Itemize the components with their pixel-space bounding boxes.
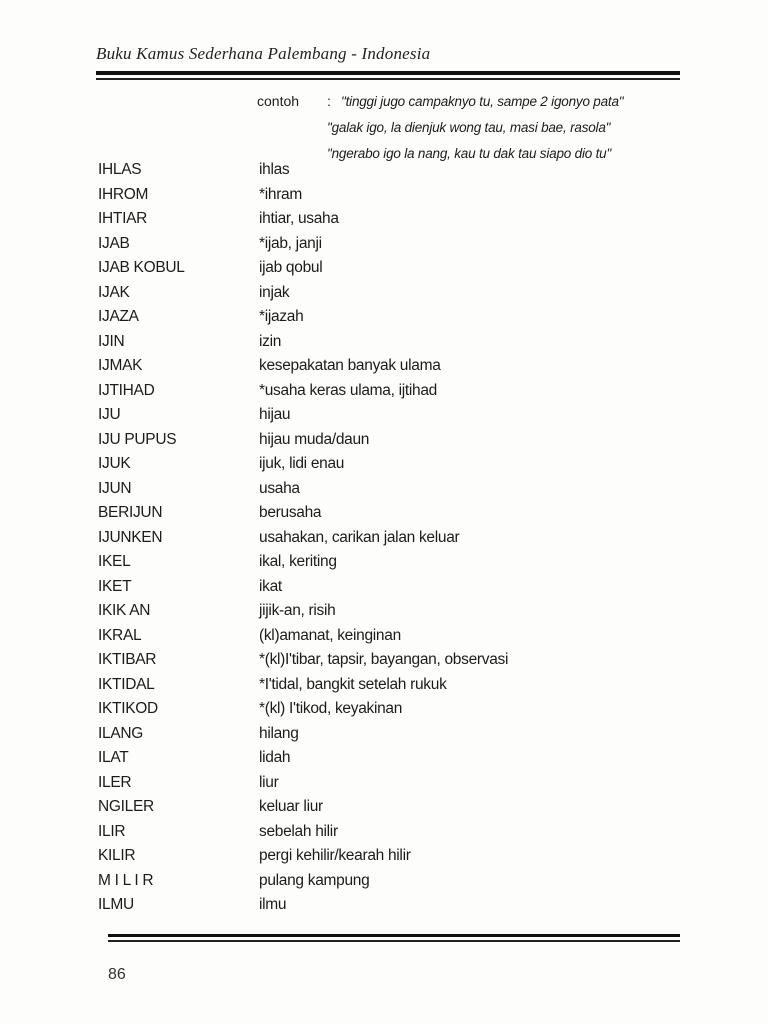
entry-meaning: ikal, keriting [259, 553, 337, 570]
dictionary-entry [98, 575, 698, 600]
entry-headword: IJU [98, 406, 121, 423]
entry-meaning: ijuk, lidi enau [259, 455, 345, 472]
entry-meaning: hilang [259, 724, 299, 742]
contoh-label: contoh [257, 93, 300, 109]
entry-meaning: ijab qobul [259, 259, 323, 276]
dictionary-entry [98, 305, 698, 330]
entry-headword: IJTIHAD [98, 381, 155, 399]
entry-headword: IJUN [98, 479, 132, 497]
dictionary-entries [98, 158, 698, 918]
entry-headword: IJUNKEN [98, 528, 163, 546]
dictionary-entry [98, 183, 698, 208]
entry-headword: IJUK [98, 455, 131, 472]
header-rule-thick [96, 71, 680, 75]
entry-meaning: lidah [259, 749, 291, 766]
entry-meaning: ilmu [259, 896, 287, 913]
entry-headword: IKTIBAR [98, 651, 157, 668]
dictionary-entry [98, 477, 698, 502]
dictionary-entry [98, 599, 698, 624]
entry-meaning: ihlas [259, 161, 290, 178]
entry-meaning: pulang kampung [259, 871, 370, 889]
entry-headword: ILER [98, 773, 132, 791]
contoh-example: "ngerabo igo la nang, kau tu dak tau siapo dio tu" [327, 146, 612, 161]
entry-meaning: ikat [259, 577, 282, 595]
dictionary-entry [98, 844, 698, 869]
entry-headword: IKEL [98, 553, 131, 570]
entry-headword: IJAB KOBUL [98, 259, 185, 276]
dictionary-entry [98, 354, 698, 379]
dictionary-entry [98, 746, 698, 771]
dictionary-entry [98, 330, 698, 355]
entry-meaning: *ijab, janji [259, 234, 322, 252]
dictionary-entry [98, 869, 698, 894]
entry-meaning: izin [259, 332, 282, 350]
entry-meaning: injak [259, 283, 290, 301]
entry-meaning: liur [259, 773, 279, 791]
entry-headword: IKRAL [98, 626, 142, 644]
entry-headword: IKIK AN [98, 602, 151, 619]
dictionary-entry [98, 771, 698, 796]
entry-headword: ILAT [98, 749, 129, 766]
entry-headword: IKTIKOD [98, 700, 158, 717]
page-header-title: Buku Kamus Sederhana Palembang - Indonesia [96, 44, 431, 63]
entry-meaning: berusaha [259, 504, 322, 521]
entry-headword: IJAZA [98, 308, 139, 325]
contoh-example: "tinggi jugo campaknyo tu, sampe 2 igonyo pata" [341, 94, 624, 109]
entry-headword: IJU PUPUS [98, 430, 177, 448]
entry-meaning: *I'tidal, bangkit setelah rukuk [259, 675, 447, 693]
dictionary-entry [98, 722, 698, 747]
entry-meaning: *(kl)I'tibar, tapsir, bayangan, observasi [259, 651, 509, 668]
entry-headword: ILMU [98, 896, 134, 913]
entry-meaning: *usaha keras ulama, ijtihad [259, 381, 438, 399]
entry-meaning: jijik-an, risih [259, 602, 336, 619]
dictionary-entry [98, 624, 698, 649]
entry-headword: ILIR [98, 822, 126, 840]
dictionary-entry [98, 820, 698, 845]
dictionary-entry [98, 648, 698, 673]
entry-meaning: sebelah hilir [259, 822, 338, 840]
entry-headword: IKTIDAL [98, 675, 155, 693]
entry-meaning: keluar liur [259, 798, 323, 815]
entry-headword: IJAB [98, 234, 130, 252]
dictionary-entry [98, 379, 698, 404]
contoh-row [257, 114, 687, 140]
dictionary-entry [98, 673, 698, 698]
dictionary-entry [98, 403, 698, 428]
page-number: 86 [108, 966, 126, 983]
entry-headword: IHLAS [98, 161, 142, 178]
contoh-block [257, 88, 687, 166]
header-rule-thin [96, 78, 680, 80]
entry-meaning: hijau muda/daun [259, 430, 370, 448]
entry-meaning: usahakan, carikan jalan keluar [259, 528, 460, 546]
entry-meaning: (kl)amanat, keinginan [259, 626, 401, 644]
entry-headword: IJIN [98, 332, 125, 350]
entry-headword: BERIJUN [98, 504, 163, 521]
contoh-row [257, 88, 687, 114]
dictionary-entry [98, 232, 698, 257]
entry-headword: IHTIAR [98, 210, 148, 227]
entry-headword: IKET [98, 577, 132, 595]
entry-headword: KILIR [98, 847, 136, 864]
dictionary-entry [98, 158, 698, 183]
dictionary-entry [98, 893, 698, 918]
entry-meaning: usaha [259, 479, 300, 497]
entry-meaning: pergi kehilir/kearah hilir [259, 847, 411, 864]
dictionary-entry [98, 207, 698, 232]
entry-meaning: ihtiar, usaha [259, 210, 339, 227]
entry-meaning: hijau [259, 406, 291, 423]
contoh-example: "galak igo, la dienjuk wong tau, masi bae, rasola" [327, 120, 611, 135]
dictionary-entry [98, 452, 698, 477]
entry-meaning: *ihram [259, 185, 302, 203]
entry-headword: IJAK [98, 283, 130, 301]
contoh-separator: : [327, 93, 331, 109]
dictionary-entry [98, 256, 698, 281]
dictionary-entry [98, 526, 698, 551]
dictionary-entry [98, 281, 698, 306]
entry-headword: IJMAK [98, 357, 143, 374]
entry-headword: M I L I R [98, 871, 154, 889]
entry-meaning: *ijazah [259, 308, 304, 325]
dictionary-entry [98, 697, 698, 722]
dictionary-entry [98, 501, 698, 526]
footer-rule-thin [108, 940, 680, 942]
footer-rule-thick [108, 934, 680, 937]
entry-headword: IHROM [98, 185, 149, 203]
dictionary-entry [98, 428, 698, 453]
entry-headword: ILANG [98, 724, 144, 742]
entry-meaning: *(kl) I'tikod, keyakinan [259, 700, 403, 717]
entry-meaning: kesepakatan banyak ulama [259, 357, 441, 374]
entry-headword: NGILER [98, 798, 154, 815]
dictionary-entry [98, 795, 698, 820]
dictionary-entry [98, 550, 698, 575]
